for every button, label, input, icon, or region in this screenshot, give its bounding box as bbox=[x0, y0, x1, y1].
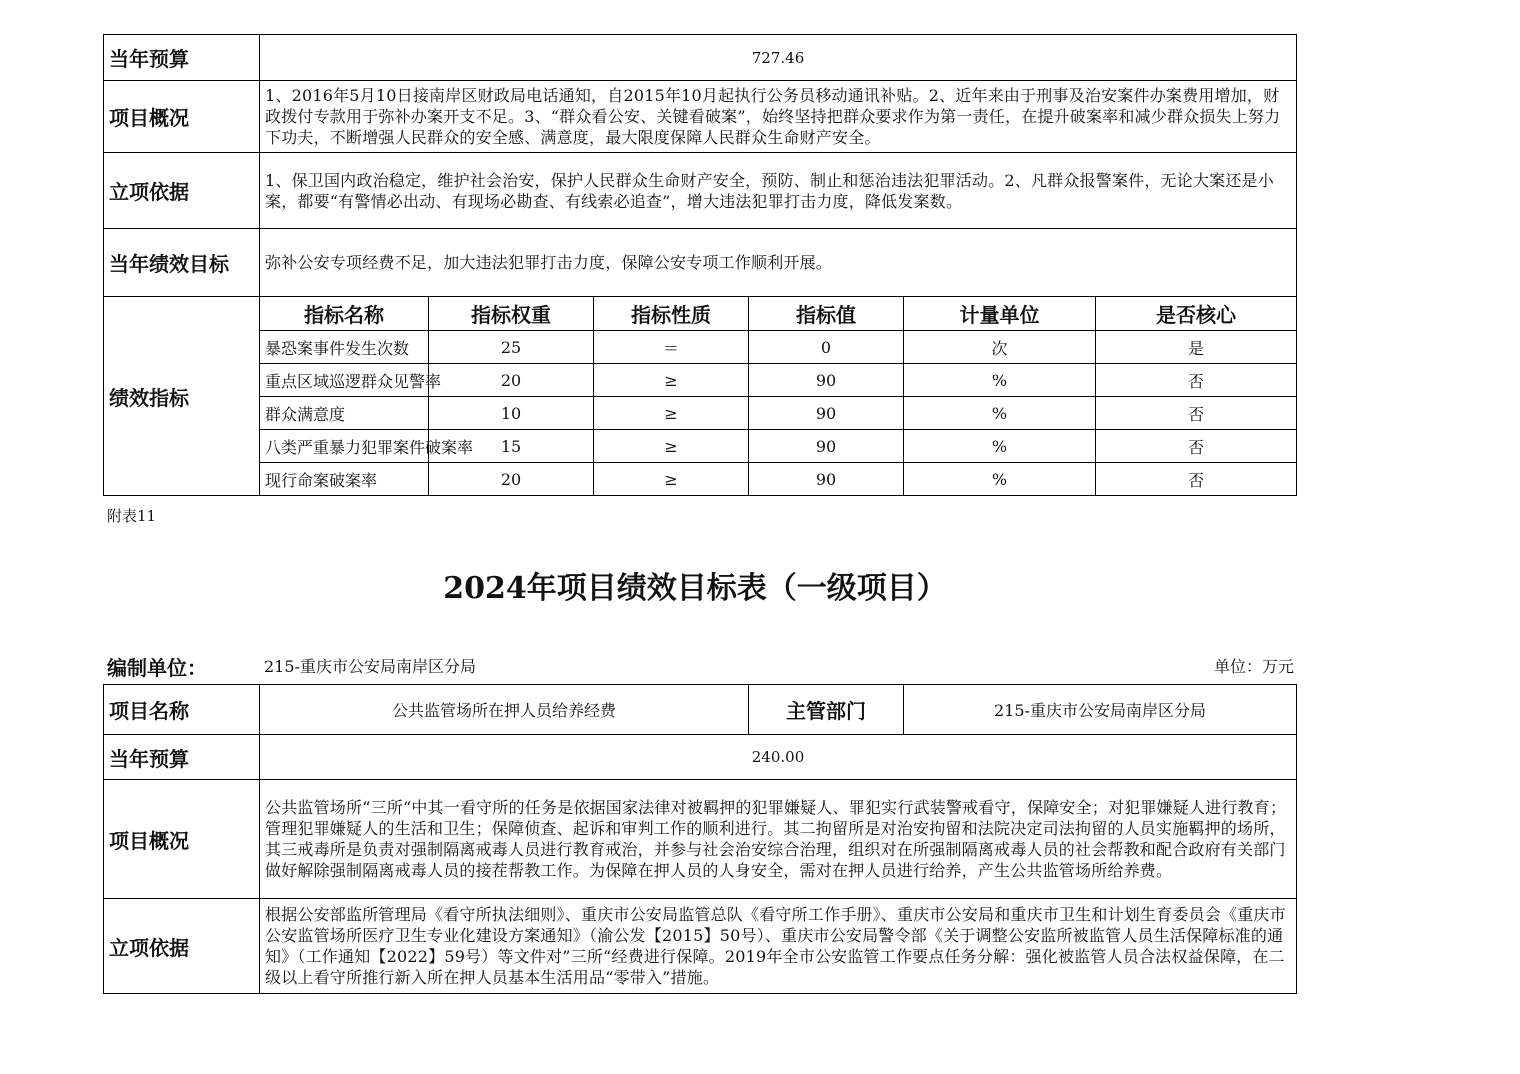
indicator-value: 90 bbox=[749, 364, 904, 397]
page-title: 2024年项目绩效目标表（一级项目） bbox=[443, 571, 947, 606]
indicator-name: 群众满意度 bbox=[260, 397, 429, 430]
basis-label: 立项依据 bbox=[104, 153, 260, 229]
basis-label-2: 立项依据 bbox=[104, 899, 260, 994]
indicator-row bbox=[104, 364, 1297, 397]
indicator-nature: ≥ bbox=[594, 463, 749, 496]
indicator-name: 八类严重暴力犯罪案件破案率 bbox=[260, 430, 429, 463]
indicator-weight: 25 bbox=[429, 331, 594, 364]
budget-label-2: 当年预算 bbox=[104, 735, 260, 780]
compiler-value: 215-重庆市公安局南岸区分局 bbox=[264, 657, 476, 676]
project-name-value: 公共监管场所在押人员给养经费 bbox=[260, 685, 749, 735]
budget-value-2: 240.00 bbox=[260, 735, 1297, 780]
indicator-weight: 20 bbox=[429, 463, 594, 496]
overview-label: 项目概况 bbox=[104, 81, 260, 153]
indicator-value: 90 bbox=[749, 463, 904, 496]
money-unit: 单位：万元 bbox=[1213, 657, 1294, 676]
indicator-weight: 10 bbox=[429, 397, 594, 430]
indicator-core: 否 bbox=[1096, 463, 1297, 496]
indicator-unit: % bbox=[904, 430, 1096, 463]
project-name-label: 项目名称 bbox=[104, 685, 260, 735]
indicator-row bbox=[104, 463, 1297, 496]
indicator-core: 是 bbox=[1096, 331, 1297, 364]
indicator-unit: % bbox=[904, 397, 1096, 430]
indicator-core: 否 bbox=[1096, 364, 1297, 397]
header-indicator-nature: 指标性质 bbox=[594, 297, 749, 331]
header-core: 是否核心 bbox=[1096, 297, 1297, 331]
indicator-row bbox=[104, 331, 1297, 364]
indicator-core: 否 bbox=[1096, 397, 1297, 430]
department-value: 215-重庆市公安局南岸区分局 bbox=[904, 685, 1297, 735]
performance-table-1 bbox=[103, 34, 1297, 496]
indicator-nature: ≥ bbox=[594, 430, 749, 463]
indicator-unit: % bbox=[904, 463, 1096, 496]
header-unit: 计量单位 bbox=[904, 297, 1096, 331]
indicator-value: 90 bbox=[749, 430, 904, 463]
indicator-value: 0 bbox=[749, 331, 904, 364]
indicator-core: 否 bbox=[1096, 430, 1297, 463]
basis-text: 1、保卫国内政治稳定，维护社会治安，保护人民群众生命财产安全，预防、制止和惩治违法犯罪活动。2、凡群众报警案件，无论大案还是小案，都要“有警情必出动、有现场必勘查、有线索必追查”，增大违法犯罪打击力度，降低发案数。 bbox=[260, 153, 1297, 229]
goal-text: 弥补公安专项经费不足，加大违法犯罪打击力度，保障公安专项工作顺利开展。 bbox=[260, 229, 1297, 297]
performance-table-2 bbox=[103, 684, 1297, 994]
header-indicator-name: 指标名称 bbox=[260, 297, 429, 331]
indicator-value: 90 bbox=[749, 397, 904, 430]
indicator-weight: 15 bbox=[429, 430, 594, 463]
indicator-weight: 20 bbox=[429, 364, 594, 397]
header-indicator-weight: 指标权重 bbox=[429, 297, 594, 331]
attachment-note: 附表11 bbox=[107, 507, 157, 525]
budget-label: 当年预算 bbox=[104, 35, 260, 81]
indicator-name: 重点区域巡逻群众见警率 bbox=[260, 364, 429, 397]
indicator-unit: % bbox=[904, 364, 1096, 397]
overview-text-2: 公共监管场所“三所“中其一看守所的任务是依据国家法律对被羁押的犯罪嫌疑人、罪犯实行武装警戒看守，保障安全；对犯罪嫌疑人进行教育；管理犯罪嫌疑人的生活和卫生；保障侦查、起诉和审判工作的顺利进行。其二拘留所是对治安拘留和法院决定司法拘留的人员实施羁押的场所，其三戒毒所是负责对强制隔离戒毒人员进行教育戒治，并参与社会治安综合治理，组织对在所强制隔离戒毒人员的社会帮教和配合政府有关部门做好解除强制隔离戒毒人员的接茬帮教工作。为保障在押人员的人身安全，需对在押人员进行给养，产生公共监管场所给养费。 bbox=[260, 780, 1297, 899]
indicator-row bbox=[104, 397, 1297, 430]
indicators-label: 绩效指标 bbox=[104, 297, 260, 496]
basis-text-2: 根据公安部监所管理局《看守所执法细则》、重庆市公安局监管总队《看守所工作手册》、重庆市公安局和重庆市卫生和计划生育委员会《重庆市公安监管场所医疗卫生专业化建设方案通知》（渝公发【2015】50号）、重庆市公安局警令部《关于调整公安监所被监管人员生活保障标准的通知》（工作通知【2022】59号）等文件对”三所“经费进行保障。2019年全市公安监管工作要点任务分解：强化被监管人员合法权益保障，在二级以上看守所推行新入所在押人员基本生活用品“零带入”措施。 bbox=[260, 899, 1297, 994]
overview-label-2: 项目概况 bbox=[104, 780, 260, 899]
indicator-unit: 次 bbox=[904, 331, 1096, 364]
indicator-nature: ≥ bbox=[594, 364, 749, 397]
goal-label: 当年绩效目标 bbox=[104, 229, 260, 297]
indicator-nature: ≥ bbox=[594, 397, 749, 430]
indicator-name: 现行命案破案率 bbox=[260, 463, 429, 496]
compiler-label: 编制单位： bbox=[107, 656, 207, 680]
budget-value: 727.46 bbox=[260, 35, 1297, 81]
overview-text: 1、2016年5月10日接南岸区财政局电话通知，自2015年10月起执行公务员移动通讯补贴。2、近年来由于刑事及治安案件办案费用增加，财政拨付专款用于弥补办案开支不足。3、“群众看公安、关键看破案”，始终坚持把群众要求作为第一责任，在提升破案率和减少群众损失上努力下功夫，不断增强人民群众的安全感、满意度，最大限度保障人民群众生命财产安全。 bbox=[260, 81, 1297, 153]
indicator-nature: ＝ bbox=[594, 331, 749, 364]
department-label: 主管部门 bbox=[749, 685, 904, 735]
indicator-name: 暴恐案事件发生次数 bbox=[260, 331, 429, 364]
header-indicator-value: 指标值 bbox=[749, 297, 904, 331]
indicator-row bbox=[104, 430, 1297, 463]
